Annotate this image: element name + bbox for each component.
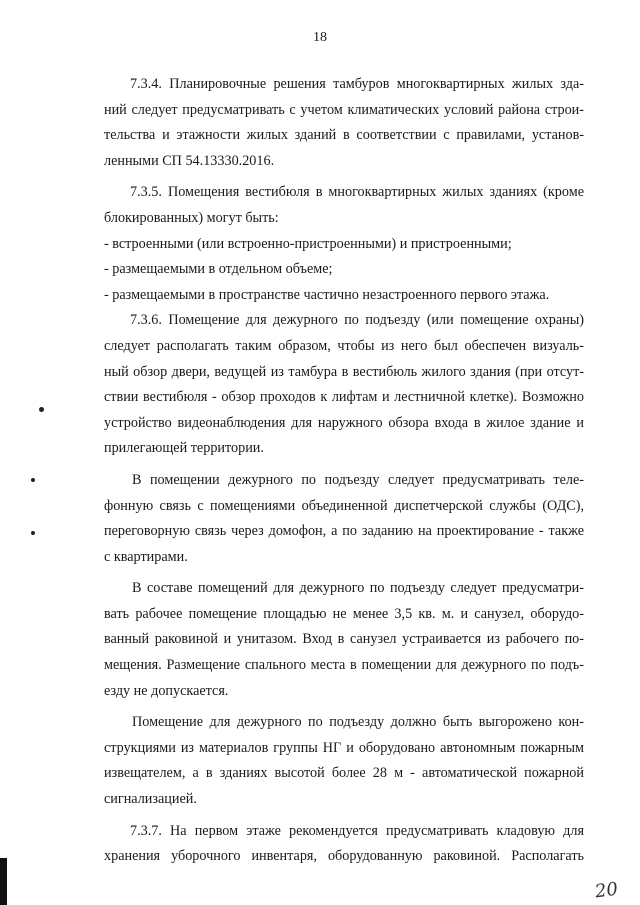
text-line: мещения. Размещение спального места в помещении для дежурного по подъ- — [104, 657, 584, 674]
text-line: извещателем, а в зданиях высотой более 28 м - автоматической пожарной — [104, 765, 584, 782]
text-line: тельства и этажности жилых зданий в соответствии с правилами, установ- — [104, 127, 584, 144]
text-line: струкциями из материалов группы НГ и оборудовано автономным пожарным — [104, 739, 584, 756]
paragraph-fire — [104, 710, 584, 812]
text-line: 7.3.4. Планировочные решения тамбуров многоквартирных жилых зда- — [130, 76, 584, 92]
scan-edge-mark — [0, 858, 7, 905]
text-line: следует располагать таким образом, чтобы из него был обеспечен визуаль- — [104, 337, 584, 354]
scan-speck — [31, 478, 35, 482]
scan-speck — [31, 531, 35, 535]
paragraph-7-3-5 — [104, 180, 584, 308]
text-line: Помещение для дежурного по подъезду должно быть выгорожено кон- — [132, 714, 584, 731]
text-line: ванный раковиной и унитазом. Вход в санузел устраивается из рабочего по- — [104, 631, 584, 648]
text-line: 7.3.6. Помещение для дежурного по подъезду (или помещение охраны) — [130, 312, 584, 329]
paragraph-7-3-7 — [104, 819, 584, 870]
paragraph-phone — [104, 468, 584, 570]
text-line: блокированных) могут быть: — [104, 209, 279, 226]
paragraph-7-3-4 — [104, 72, 584, 174]
text-line: 7.3.5. Помещения вестибюля в многоквартирных жилых зданиях (кроме — [130, 184, 584, 201]
text-line: 7.3.7. На первом этаже рекомендуется предусматривать кладовую для — [130, 822, 584, 839]
list-item: - встроенными (или встроенно-пристроенными) и пристроенными; — [104, 235, 512, 252]
text-line: устройство видеонаблюдения для наружного обзора входа в жилое здание и — [104, 414, 584, 431]
text-line: езду не допускается. — [104, 682, 229, 699]
list-item: - размещаемыми в пространстве частично незастроенного первого этажа. — [104, 286, 550, 303]
document-body — [104, 72, 584, 870]
text-line: В составе помещений для дежурного по подъезду следует предусматри- — [132, 580, 584, 597]
text-line: хранения уборочного инвентаря, оборудованную раковиной. Располагать — [104, 848, 584, 865]
text-line: ленными СП 54.13330.2016. — [104, 152, 275, 169]
text-line: В помещении дежурного по подъезду следует предусматривать теле- — [132, 471, 584, 488]
text-line: вать рабочее помещение площадью не менее 3,5 кв. м. и санузел, оборудо- — [104, 605, 584, 622]
handwritten-page-number: 20 — [593, 878, 620, 903]
text-line: переговорную связь через домофон, а по заданию на проектирование - также — [104, 523, 584, 540]
text-line: с квартирами. — [104, 548, 188, 565]
scan-speck — [39, 407, 44, 412]
paragraph-7-3-6 — [104, 308, 584, 462]
text-line: ний следует предусматривать с учетом климатических условий района строи- — [104, 101, 584, 118]
text-line: ствии вестибюля - обзор проходов к лифтам и лестничной клетке). Возможно — [104, 389, 584, 406]
text-line: прилегающей территории. — [104, 440, 264, 457]
paragraph-rooms — [104, 576, 584, 704]
list-item: - размещаемыми в отдельном объеме; — [104, 261, 333, 278]
text-line: ный обзор двери, ведущей из тамбура в вестибюль жилого здания (при отсут- — [104, 363, 584, 380]
page-number: 18 — [313, 30, 327, 45]
text-line: сигнализацией. — [104, 791, 197, 808]
text-line: фонную связь с помещениями объединенной диспетчерской службы (ОДС), — [104, 497, 584, 514]
